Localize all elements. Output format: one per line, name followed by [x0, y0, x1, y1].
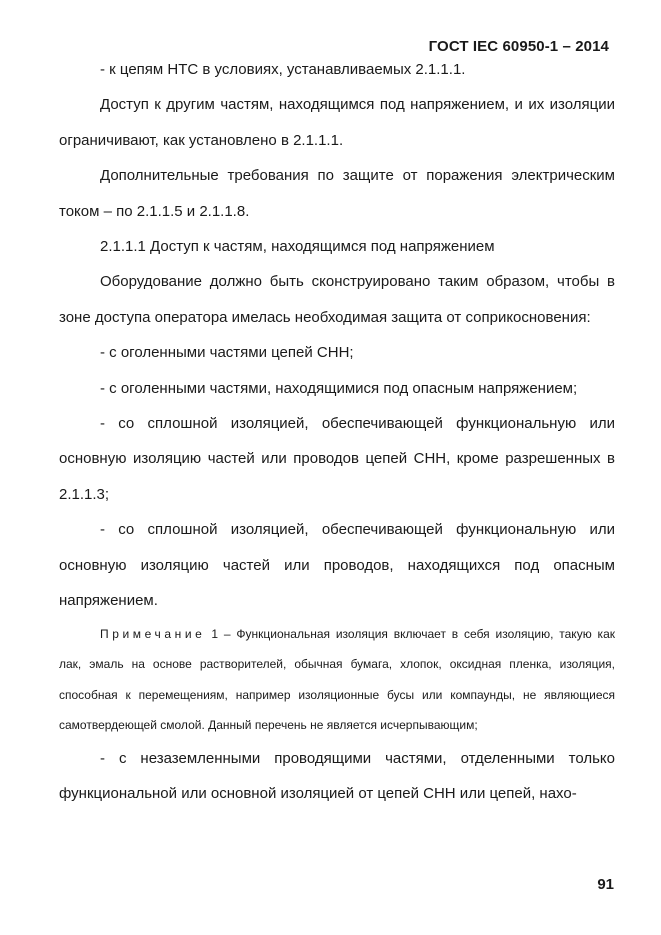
list-item-2: - с оголенными частями, находящимися под опасным напряжением; — [100, 379, 578, 397]
paragraph-1: - к цепям НТС в условиях, устанавливаемых 2.1.1.1. — [100, 61, 466, 78]
paragraph-2: Доступ к другим частям, находящимся под напряжением, и их изоляции ограничивают, как установлено в 2.1.1.1. — [59, 96, 615, 149]
paragraph-5: Оборудование должно быть сконструировано таким образом, чтобы в зоне доступа оператора имелась необходимая защита от соприкосновения: — [59, 273, 615, 326]
paragraph-3: Дополнительные требования по защите от поражения электрическим током – по 2.1.1.5 и 2.1.1.8. — [59, 167, 615, 220]
note-label: Примечание — [100, 626, 206, 641]
list-item-1: - с оголенными частями цепей СНН; — [100, 344, 354, 362]
note-number: 1 — [211, 626, 219, 641]
list-item-5: - с незаземленными проводящими частями, отделенными только функциональной или основной изоляцией от цепей СНН или цепей, нахо- — [59, 749, 615, 803]
document-code-header: ГОСТ IEC 60950-1 – 2014 — [428, 38, 609, 55]
list-item-4: - со сплошной изоляцией, обеспечивающей функциональную или основную изоляцию частей или проводов, находящихся под опасным напряжением. — [59, 521, 615, 610]
note-text: – Функциональная изоляция включает в себя изоляцию, такую как лак, эмаль на основе растворителей, обычная бумага, хлопок, оксидная пленка, изоляция, способная к перемещениям, например изоляционные бусы или компаунды, не являющиеся самотвердеющей смолой. Данный перечень не является исчерпывающим; — [59, 626, 615, 733]
page-number: 91 — [597, 876, 614, 893]
note-1 — [59, 619, 615, 741]
section-heading-2-1-1-1: 2.1.1.1 Доступ к частям, находящимся под напряжением — [100, 238, 495, 256]
page-body — [59, 52, 615, 812]
list-item-3: - со сплошной изоляцией, обеспечивающей функциональную или основную изоляцию частей или проводов цепей СНН, кроме разрешенных в 2.1.1.3; — [59, 415, 615, 503]
